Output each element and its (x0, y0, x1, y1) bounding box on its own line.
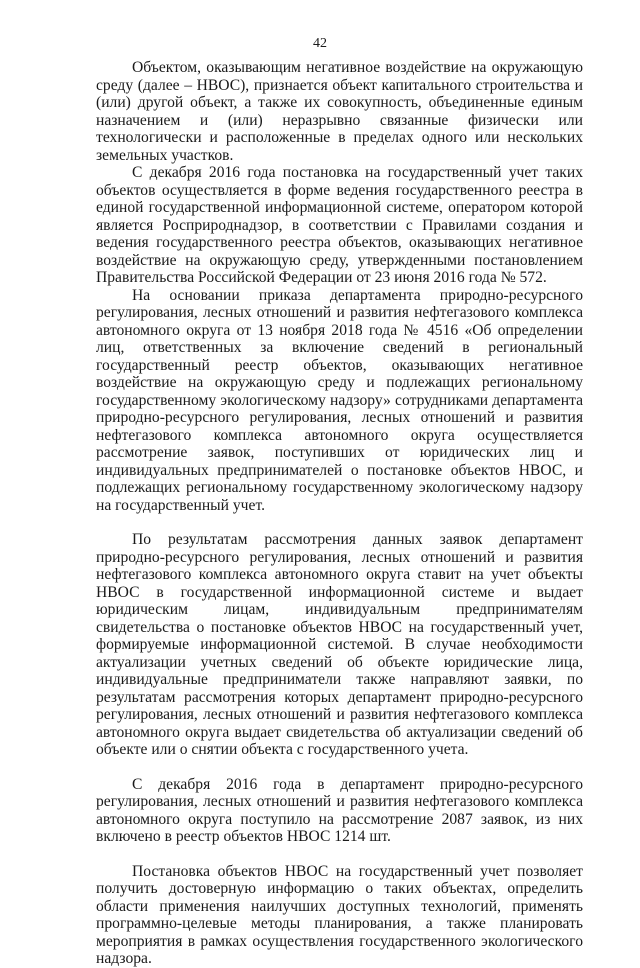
document-body (96, 59, 583, 968)
paragraph-applications-count: С декабря 2016 года в департамент природно-ресурсного регулирования, лесных отношений и развития нефтегазового комплекса автономного округа поступило на рассмотрение 2087 заявок, из них включено в реестр объектов НВОС 1214 шт. (96, 775, 583, 845)
paragraph-nvos-definition: Объектом, оказывающим негативное воздействие на окружающую среду (далее – НВОС), признается объект капитального строительства и (или) другой объект, а также их совокупность, объединенные единым назначением и (или) неразрывно связанные физически или технологически и расположенные в пределах одного или нескольких земельных участков. (96, 59, 583, 164)
paragraph-department-order: На основании приказа департамента природно-ресурсного регулирования, лесных отношений и развития нефтегазового комплекса автономного округа от 13 ноября 2018 года № 4516 «Об определении лиц, ответственных за включение сведений в региональный государственный реестр объектов, оказывающих негативное воздействие на окружающую среду и подлежащих региональному государственному экологическому надзору» сотрудниками департамента природно-ресурсного регулирования, лесных отношений и развития нефтегазового комплекса автономного округа осуществляется рассмотрение заявок, поступивших от юридических лиц и индивидуальных предпринимателей о постановке объектов НВОС, и подлежащих региональному государственному экологическому надзору на государственный учет. (96, 286, 583, 514)
page-number: 42 (313, 36, 327, 51)
paragraph-review-results: По результатам рассмотрения данных заявок департамент природно-ресурсного регулирования, лесных отношений и развития нефтегазового комплекса автономного округа ставит на учет объекты НВОС в государственной информационной системе и выдает юридическим лицам, индивидуальным предпринимателям свидетельства о постановке объектов НВОС на государственный учет, формируемые информационной системой. В случае необходимости актуализации учетных сведений об объекте юридические лица, индивидуальные предприниматели также направляют заявки, по результатам рассмотрения которых департамент природно-ресурсного регулирования, лесных отношений и развития нефтегазового комплекса автономного округа выдает свидетельства об актуализации сведений об объекте или о снятии объекта с государственного учета. (96, 531, 583, 758)
paragraph-registration-benefits: Постановка объектов НВОС на государственный учет позволяет получить достоверную информацию о таких объектах, определить области применения наилучших доступных технологий, применять программно-целевые методы планирования, а также планировать мероприятия в рамках осуществления государственного экологического надзора. (96, 862, 583, 967)
paragraph-state-registry: С декабря 2016 года постановка на государственный учет таких объектов осуществляется в форме ведения государственного реестра в единой государственной информационной системе, оператором которой является Росприроднадзор, в соответствии с Правилами создания и ведения государственного реестра объектов, оказывающих негативное воздействие на окружающую среду, утвержденными постановлением Правительства Российской Федерации от 23 июня 2016 года № 572. (96, 164, 583, 286)
